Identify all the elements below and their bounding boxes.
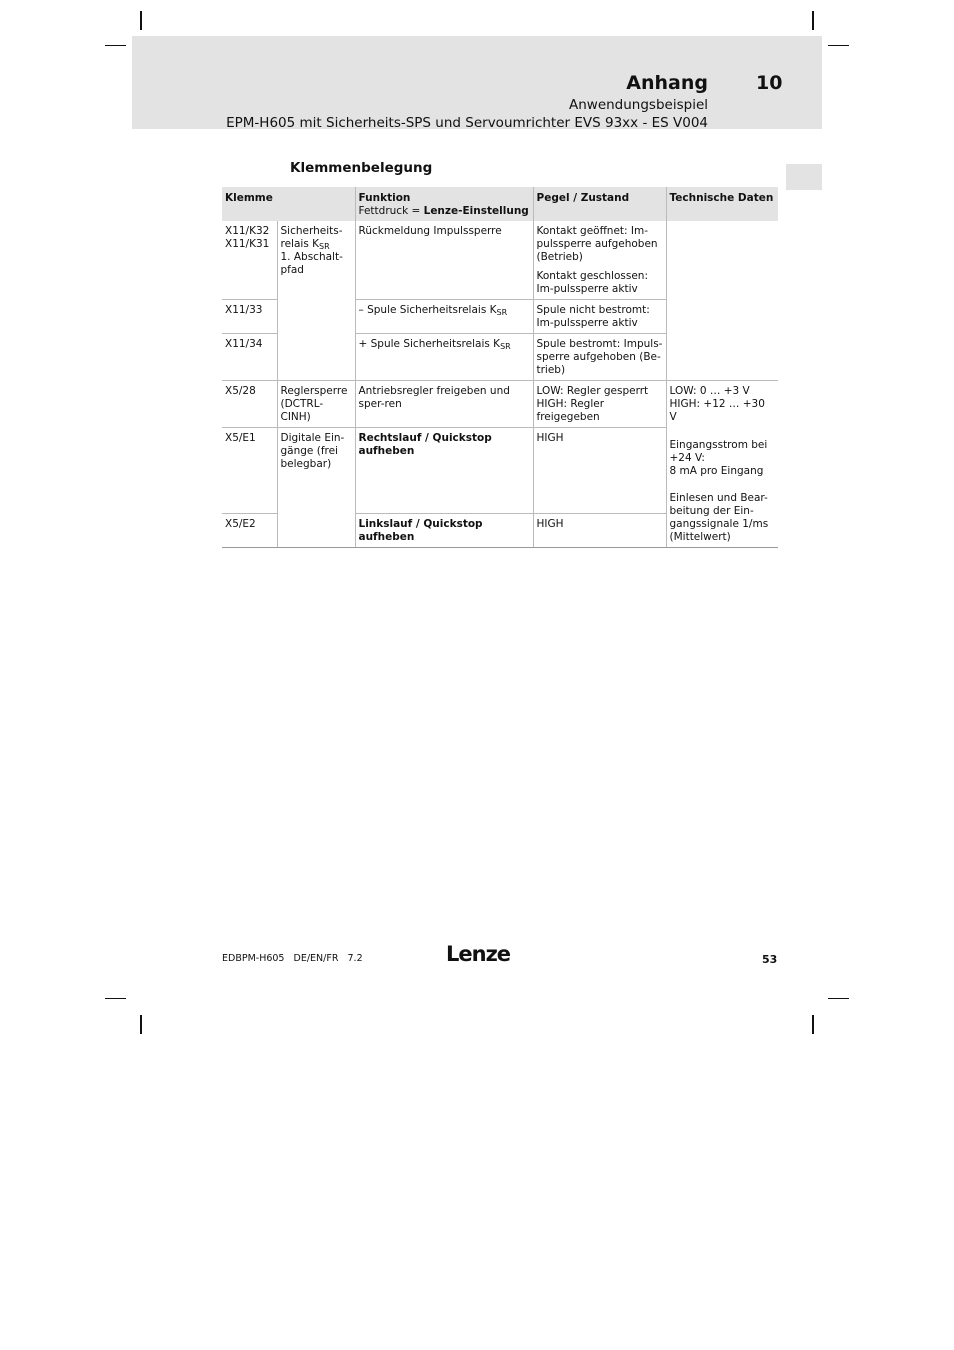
function-cell xyxy=(355,300,533,334)
function-cell xyxy=(355,334,533,381)
state-text: Kontakt geschlossen: Im-pulssperre aktiv xyxy=(536,270,648,295)
crop-mark xyxy=(828,45,849,46)
terminal-label: X11/K32 xyxy=(225,225,270,237)
table-row xyxy=(222,221,778,300)
function-text: + Spule Sicherheitsrelais K xyxy=(358,338,501,350)
crop-mark xyxy=(140,11,142,30)
terminal-cell xyxy=(222,221,277,300)
group-name: 1. Abschalt- xyxy=(280,251,343,263)
group-name: pfad xyxy=(280,264,304,276)
terminal-table xyxy=(222,187,778,548)
terminal-cell: X5/28 xyxy=(222,381,277,428)
state-cell: Spule nicht bestromt: Im-pulssperre aktiv xyxy=(533,300,666,334)
state-cell: Spule bestromt: Impuls-sperre aufgehoben (Be-trieb) xyxy=(533,334,666,381)
crop-mark xyxy=(828,998,849,999)
header-pegel: Pegel / Zustand xyxy=(533,187,666,221)
header-subtitle: Anwendungsbeispiel xyxy=(568,97,708,113)
chapter-title: Anhang xyxy=(626,72,708,94)
state-text: LOW: Regler gesperrt xyxy=(536,385,649,397)
state-cell xyxy=(533,381,666,428)
header-klemme: Klemme xyxy=(222,187,355,221)
terminal-cell: X11/33 xyxy=(222,300,277,334)
tech-cell-empty xyxy=(666,221,778,381)
function-cell: Antriebsregler freigeben und sper-ren xyxy=(355,381,533,428)
header-funktion-note: Fettdruck = xyxy=(358,205,424,217)
header-funktion-label: Funktion xyxy=(358,192,411,204)
tech-low: LOW: 0 … +3 V xyxy=(669,385,750,397)
terminal-label: X11/K31 xyxy=(225,238,270,250)
table-header-row xyxy=(222,187,778,221)
group-name: Sicherheits- xyxy=(280,225,343,237)
function-cell: Linkslauf / Quickstop aufheben xyxy=(355,514,533,548)
table-row xyxy=(222,381,778,428)
tech-high: HIGH: +12 … +30 V xyxy=(669,398,765,423)
crop-mark xyxy=(812,1015,814,1034)
lenze-logo: Lenze xyxy=(446,942,511,966)
page-number: 53 xyxy=(762,953,778,966)
tech-current-label: Eingangsstrom bei +24 V: xyxy=(669,439,768,464)
terminal-cell: X5/E2 xyxy=(222,514,277,548)
footer-doc: EDBPM-H605 xyxy=(222,953,285,964)
group-name-cell xyxy=(277,221,355,381)
terminal-cell: X11/34 xyxy=(222,334,277,381)
state-cell: HIGH xyxy=(533,514,666,548)
name-cell: Digitale Ein-gänge (frei belegbar) xyxy=(277,428,355,548)
header-funktion xyxy=(355,187,533,221)
tech-cell xyxy=(666,381,778,548)
crop-mark xyxy=(140,1015,142,1034)
chapter-tab xyxy=(786,164,822,190)
function-text: – Spule Sicherheitsrelais K xyxy=(358,304,497,316)
tech-read: Einlesen und Bear-beitung der Ein-gangssignale 1/ms (Mittelwert) xyxy=(669,492,769,543)
header-subtitle-product: EPM-H605 mit Sicherheits-SPS und Servoumrichter EVS 93xx - ES V004 xyxy=(226,115,708,131)
footer-lang: DE/EN/FR xyxy=(293,953,339,964)
header-funktion-note-bold: Lenze-Einstellung xyxy=(423,205,529,217)
state-cell: HIGH xyxy=(533,428,666,514)
subscript: SR xyxy=(500,342,511,351)
footer-doc-info xyxy=(222,953,363,964)
terminal-cell: X5/E1 xyxy=(222,428,277,514)
crop-mark xyxy=(105,45,126,46)
header-techdaten: Technische Daten xyxy=(666,187,778,221)
footer-version: 7.2 xyxy=(347,953,363,964)
subscript: SR xyxy=(319,242,330,251)
state-text: Kontakt geöffnet: Im-pulssperre aufgehoben (Betrieb) xyxy=(536,225,658,263)
group-name: relais K xyxy=(280,238,320,250)
crop-mark xyxy=(105,998,126,999)
subscript: SR xyxy=(496,308,508,317)
state-text: HIGH: Regler freigegeben xyxy=(536,398,605,423)
tech-current-value: 8 mA pro Eingang xyxy=(669,465,764,477)
chapter-number: 10 xyxy=(756,72,783,94)
name-cell: Reglersperre (DCTRL-CINH) xyxy=(277,381,355,428)
crop-mark xyxy=(812,11,814,30)
function-cell: Rechtslauf / Quickstop aufheben xyxy=(355,428,533,514)
function-cell: Rückmeldung Impulssperre xyxy=(355,221,533,300)
state-cell xyxy=(533,221,666,300)
section-title: Klemmenbelegung xyxy=(290,160,433,176)
